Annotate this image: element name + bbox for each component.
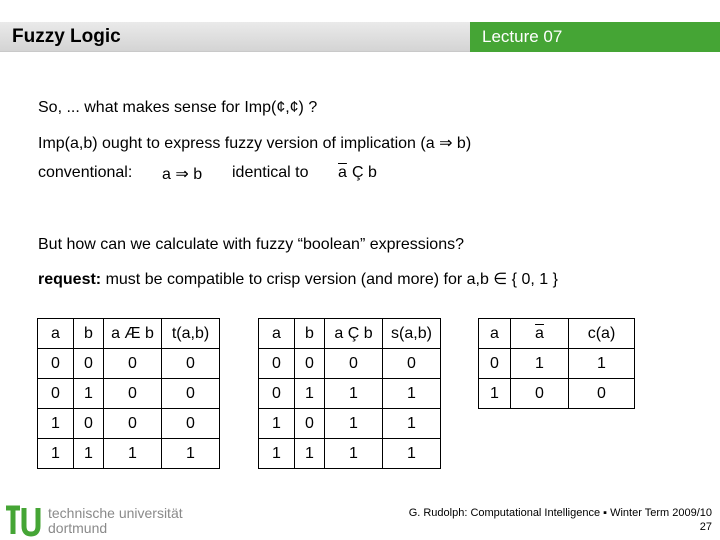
table-header-cell: t(a,b)	[162, 319, 220, 349]
table-cell: 0	[162, 409, 220, 439]
table-cell: 1	[74, 439, 104, 469]
request-text: must be compatible to crisp version (and more) for a,b ∈ { 0, 1 }	[105, 271, 558, 288]
implication-expr: a ⇒ b	[162, 166, 203, 183]
table-row	[38, 379, 220, 409]
table-cell: 1	[383, 409, 441, 439]
identical-to-label: identical to	[232, 164, 309, 181]
table-header-cell: c(a)	[569, 319, 635, 349]
table-cell: 0	[479, 349, 511, 379]
table-header-cell: s(a,b)	[383, 319, 441, 349]
table-cell: 0	[295, 409, 325, 439]
question-line: So, ... what makes sense for Imp(¢,¢) ?	[38, 99, 318, 116]
table-cell: 0	[162, 379, 220, 409]
footer-credit	[409, 506, 712, 534]
table-cell: 1	[479, 379, 511, 409]
negated-a: $\overline{a}$	[338, 164, 347, 181]
table-header-cell: a	[259, 319, 295, 349]
table-cell: 1	[259, 409, 295, 439]
table-cell: 0	[74, 409, 104, 439]
university-name	[48, 506, 183, 536]
table-cell: 1	[325, 379, 383, 409]
header-title-bar	[0, 22, 470, 52]
table-header-row	[479, 319, 635, 349]
table-cell: 0	[259, 379, 295, 409]
table-cell: 0	[74, 349, 104, 379]
table-header-row	[38, 319, 220, 349]
and-truth-table	[37, 318, 220, 469]
table-cell: 0	[569, 379, 635, 409]
or-truth-table	[258, 318, 441, 469]
table-row	[259, 439, 441, 469]
table-header-cell: a Ç b	[325, 319, 383, 349]
table-header-cell: a	[479, 319, 511, 349]
table-cell: 1	[295, 379, 325, 409]
table-cell: 0	[104, 379, 162, 409]
table-row	[259, 349, 441, 379]
or-b-expr: Ç b	[352, 164, 377, 181]
header-lecture-bar	[470, 22, 720, 52]
table-cell: 0	[38, 379, 74, 409]
table-cell: 1	[104, 439, 162, 469]
slide-header	[0, 0, 720, 72]
table-header-cell	[511, 319, 569, 349]
table-cell: 1	[259, 439, 295, 469]
table-header-cell: a	[38, 319, 74, 349]
course-credit: G. Rudolph: Computational Intelligence ▪ Winter Term 2009/10	[408, 507, 712, 519]
table-header-cell: b	[74, 319, 104, 349]
table-cell: 0	[259, 349, 295, 379]
table-cell: 0	[295, 349, 325, 379]
table-cell: 1	[383, 439, 441, 469]
table-cell: 1	[38, 439, 74, 469]
table-row	[479, 349, 635, 379]
table-cell: 0	[383, 349, 441, 379]
lecture-label: Lecture 07	[482, 27, 563, 46]
table-row	[38, 409, 220, 439]
table-header-cell: a Æ b	[104, 319, 162, 349]
table-cell: 0	[104, 409, 162, 439]
university-name-line1: technische universität	[48, 505, 183, 521]
table-cell: 1	[325, 439, 383, 469]
conventional-label: conventional:	[38, 164, 133, 181]
tu-logo-icon	[4, 504, 42, 538]
table-row	[479, 379, 635, 409]
table-cell: 1	[325, 409, 383, 439]
not-truth-table	[478, 318, 635, 409]
table-cell: 1	[38, 409, 74, 439]
table-cell: 0	[38, 349, 74, 379]
table-header-row	[259, 319, 441, 349]
table-header-cell: b	[295, 319, 325, 349]
table-cell: 1	[383, 379, 441, 409]
negated-a-header: $\overline{a}$	[535, 324, 544, 342]
table-cell: 0	[511, 379, 569, 409]
university-name-line2: dortmund	[48, 520, 108, 536]
table-cell: 0	[104, 349, 162, 379]
table-cell: 1	[569, 349, 635, 379]
request-label: request:	[38, 271, 102, 288]
table-cell: 1	[295, 439, 325, 469]
page-number: 27	[699, 521, 712, 533]
calculation-question: But how can we calculate with fuzzy “boolean” expressions?	[38, 236, 464, 253]
table-cell: 1	[511, 349, 569, 379]
university-logo	[0, 500, 260, 540]
table-cell: 0	[162, 349, 220, 379]
table-cell: 0	[325, 349, 383, 379]
table-row	[38, 439, 220, 469]
table-row	[259, 379, 441, 409]
table-cell: 1	[162, 439, 220, 469]
implication-line: Imp(a,b) ought to express fuzzy version of implication (a ⇒ b)	[38, 135, 472, 152]
table-row	[259, 409, 441, 439]
table-cell: 1	[74, 379, 104, 409]
slide-title: Fuzzy Logic	[12, 26, 121, 47]
request-line	[38, 269, 558, 289]
table-row	[38, 349, 220, 379]
